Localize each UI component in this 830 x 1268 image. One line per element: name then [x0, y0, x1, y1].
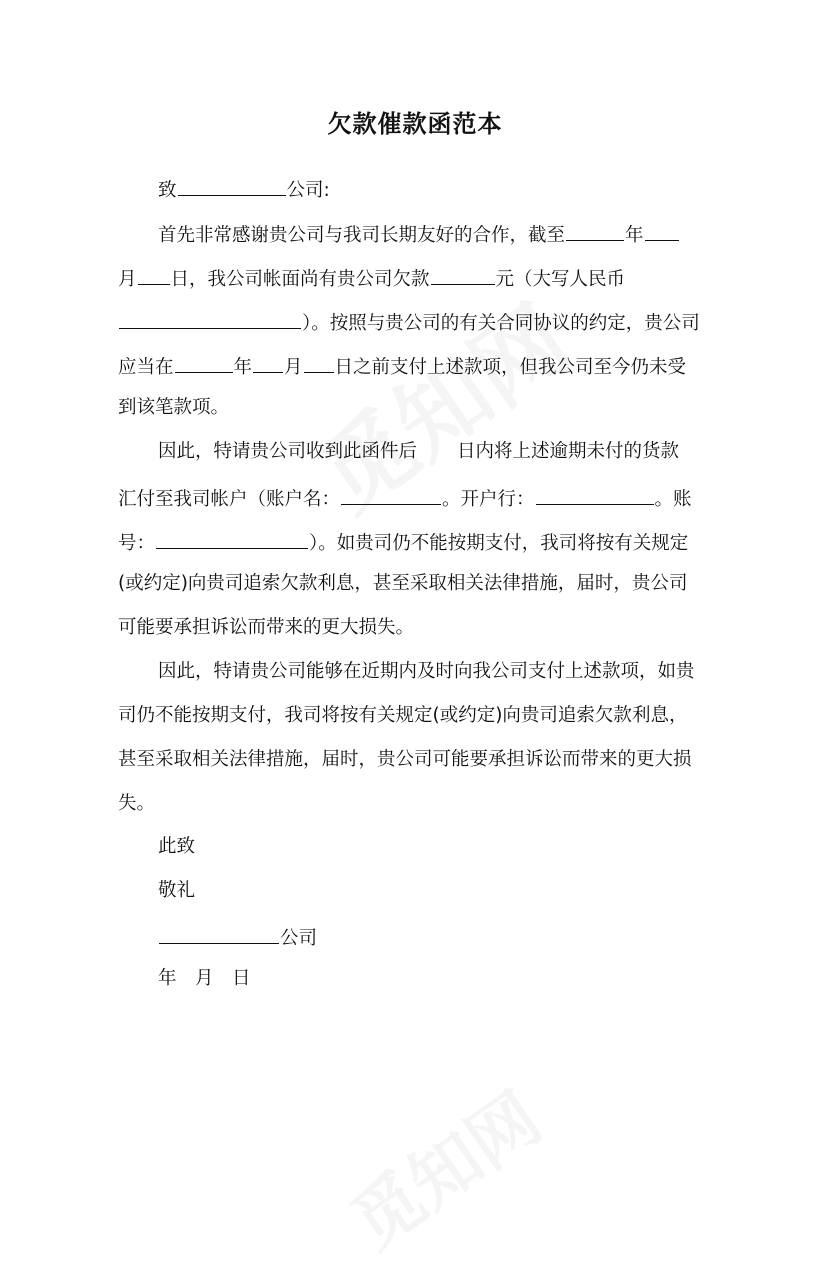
blank [253, 351, 283, 373]
text: 年 [625, 225, 644, 246]
paragraph-2-line-5 [118, 615, 718, 641]
text: 日之前支付上述款项，但我公司至今仍未受 [334, 357, 687, 378]
blank-account-name [341, 483, 441, 505]
text: 。开户行： [442, 489, 535, 510]
blank-account-number [156, 527, 308, 549]
text: 应当在 [118, 357, 174, 378]
text: 号： [118, 533, 156, 554]
text: 因此，特请贵公司收到此函件后 [158, 441, 418, 462]
paragraph-1-line-3 [118, 307, 718, 337]
text: 。账 [654, 489, 692, 510]
salutation-suffix: 公司: [286, 180, 330, 201]
paragraph-3-line-4: 失。 [118, 793, 156, 814]
paragraph-3-line-3: 甚至采取相关法律措施，届时，贵公司可能要承担诉讼而带来的更大损 [118, 749, 692, 770]
closing-cizhi: 此致 [158, 836, 196, 857]
blank-recipient [178, 174, 286, 196]
text: 到该笔款项。 [118, 397, 230, 418]
signature-date: 年 月 日 [158, 968, 251, 989]
text: 日，我公司帐面尚有贵公司欠款 [170, 269, 430, 290]
paragraph-2-line-3 [118, 527, 718, 557]
text: 日内将上述逾期未付的货款 [457, 441, 680, 462]
blank [304, 351, 334, 373]
blank-year [566, 219, 624, 241]
text: 月 [284, 357, 303, 378]
closing-jingli: 敬礼 [158, 880, 196, 901]
paragraph-2-line-1 [158, 439, 718, 465]
blank [645, 219, 679, 241]
paragraph-3-line-2: 司仍不能按期支付，我司将按有关规定(或约定)向贵司追索欠款利息， [118, 705, 688, 726]
text: 月 [118, 269, 137, 290]
paragraph-1-line-1 [158, 219, 718, 249]
paragraph-2-line-2 [118, 483, 718, 513]
blank-day [138, 263, 170, 285]
paragraph-1-line-4 [118, 351, 718, 381]
blank-amount-uppercase [119, 307, 301, 329]
signature-company [158, 922, 718, 952]
text: 公司 [280, 928, 318, 949]
paragraph-3-line-1: 因此，特请贵公司能够在近期内及时向我公司支付上述款项，如贵 [158, 661, 695, 682]
text: (或约定)向贵司追索欠款利息，甚至采取相关法律措施，届时，贵公司 [118, 573, 688, 594]
blank-company [159, 922, 279, 944]
text: ）。按照与贵公司的有关合同协议的约定，贵公司 [302, 313, 700, 334]
page-title: 欠款催款函范本 [327, 110, 503, 138]
paragraph-1-line-2 [118, 263, 718, 293]
blank-amount [431, 263, 495, 285]
paragraph-1-line-5 [118, 395, 718, 421]
text: 元（大写人民币 [495, 269, 626, 290]
text: 可能要承担诉讼而带来的更大损失。 [118, 617, 415, 638]
salutation-prefix: 致 [158, 180, 177, 201]
watermark-bottom [328, 1013, 632, 1268]
paragraph-2-line-4 [118, 571, 718, 597]
text: ）。如贵司仍不能按期支付，我司将按有关规定 [309, 533, 689, 554]
blank [175, 351, 233, 373]
blank-bank [536, 483, 654, 505]
text: 汇付至我司帐户（账户名： [118, 489, 341, 510]
salutation-line [158, 174, 718, 204]
text: 年 [233, 357, 253, 378]
text: 首先非常感谢贵公司与我司长期友好的合作，截至 [158, 225, 566, 246]
